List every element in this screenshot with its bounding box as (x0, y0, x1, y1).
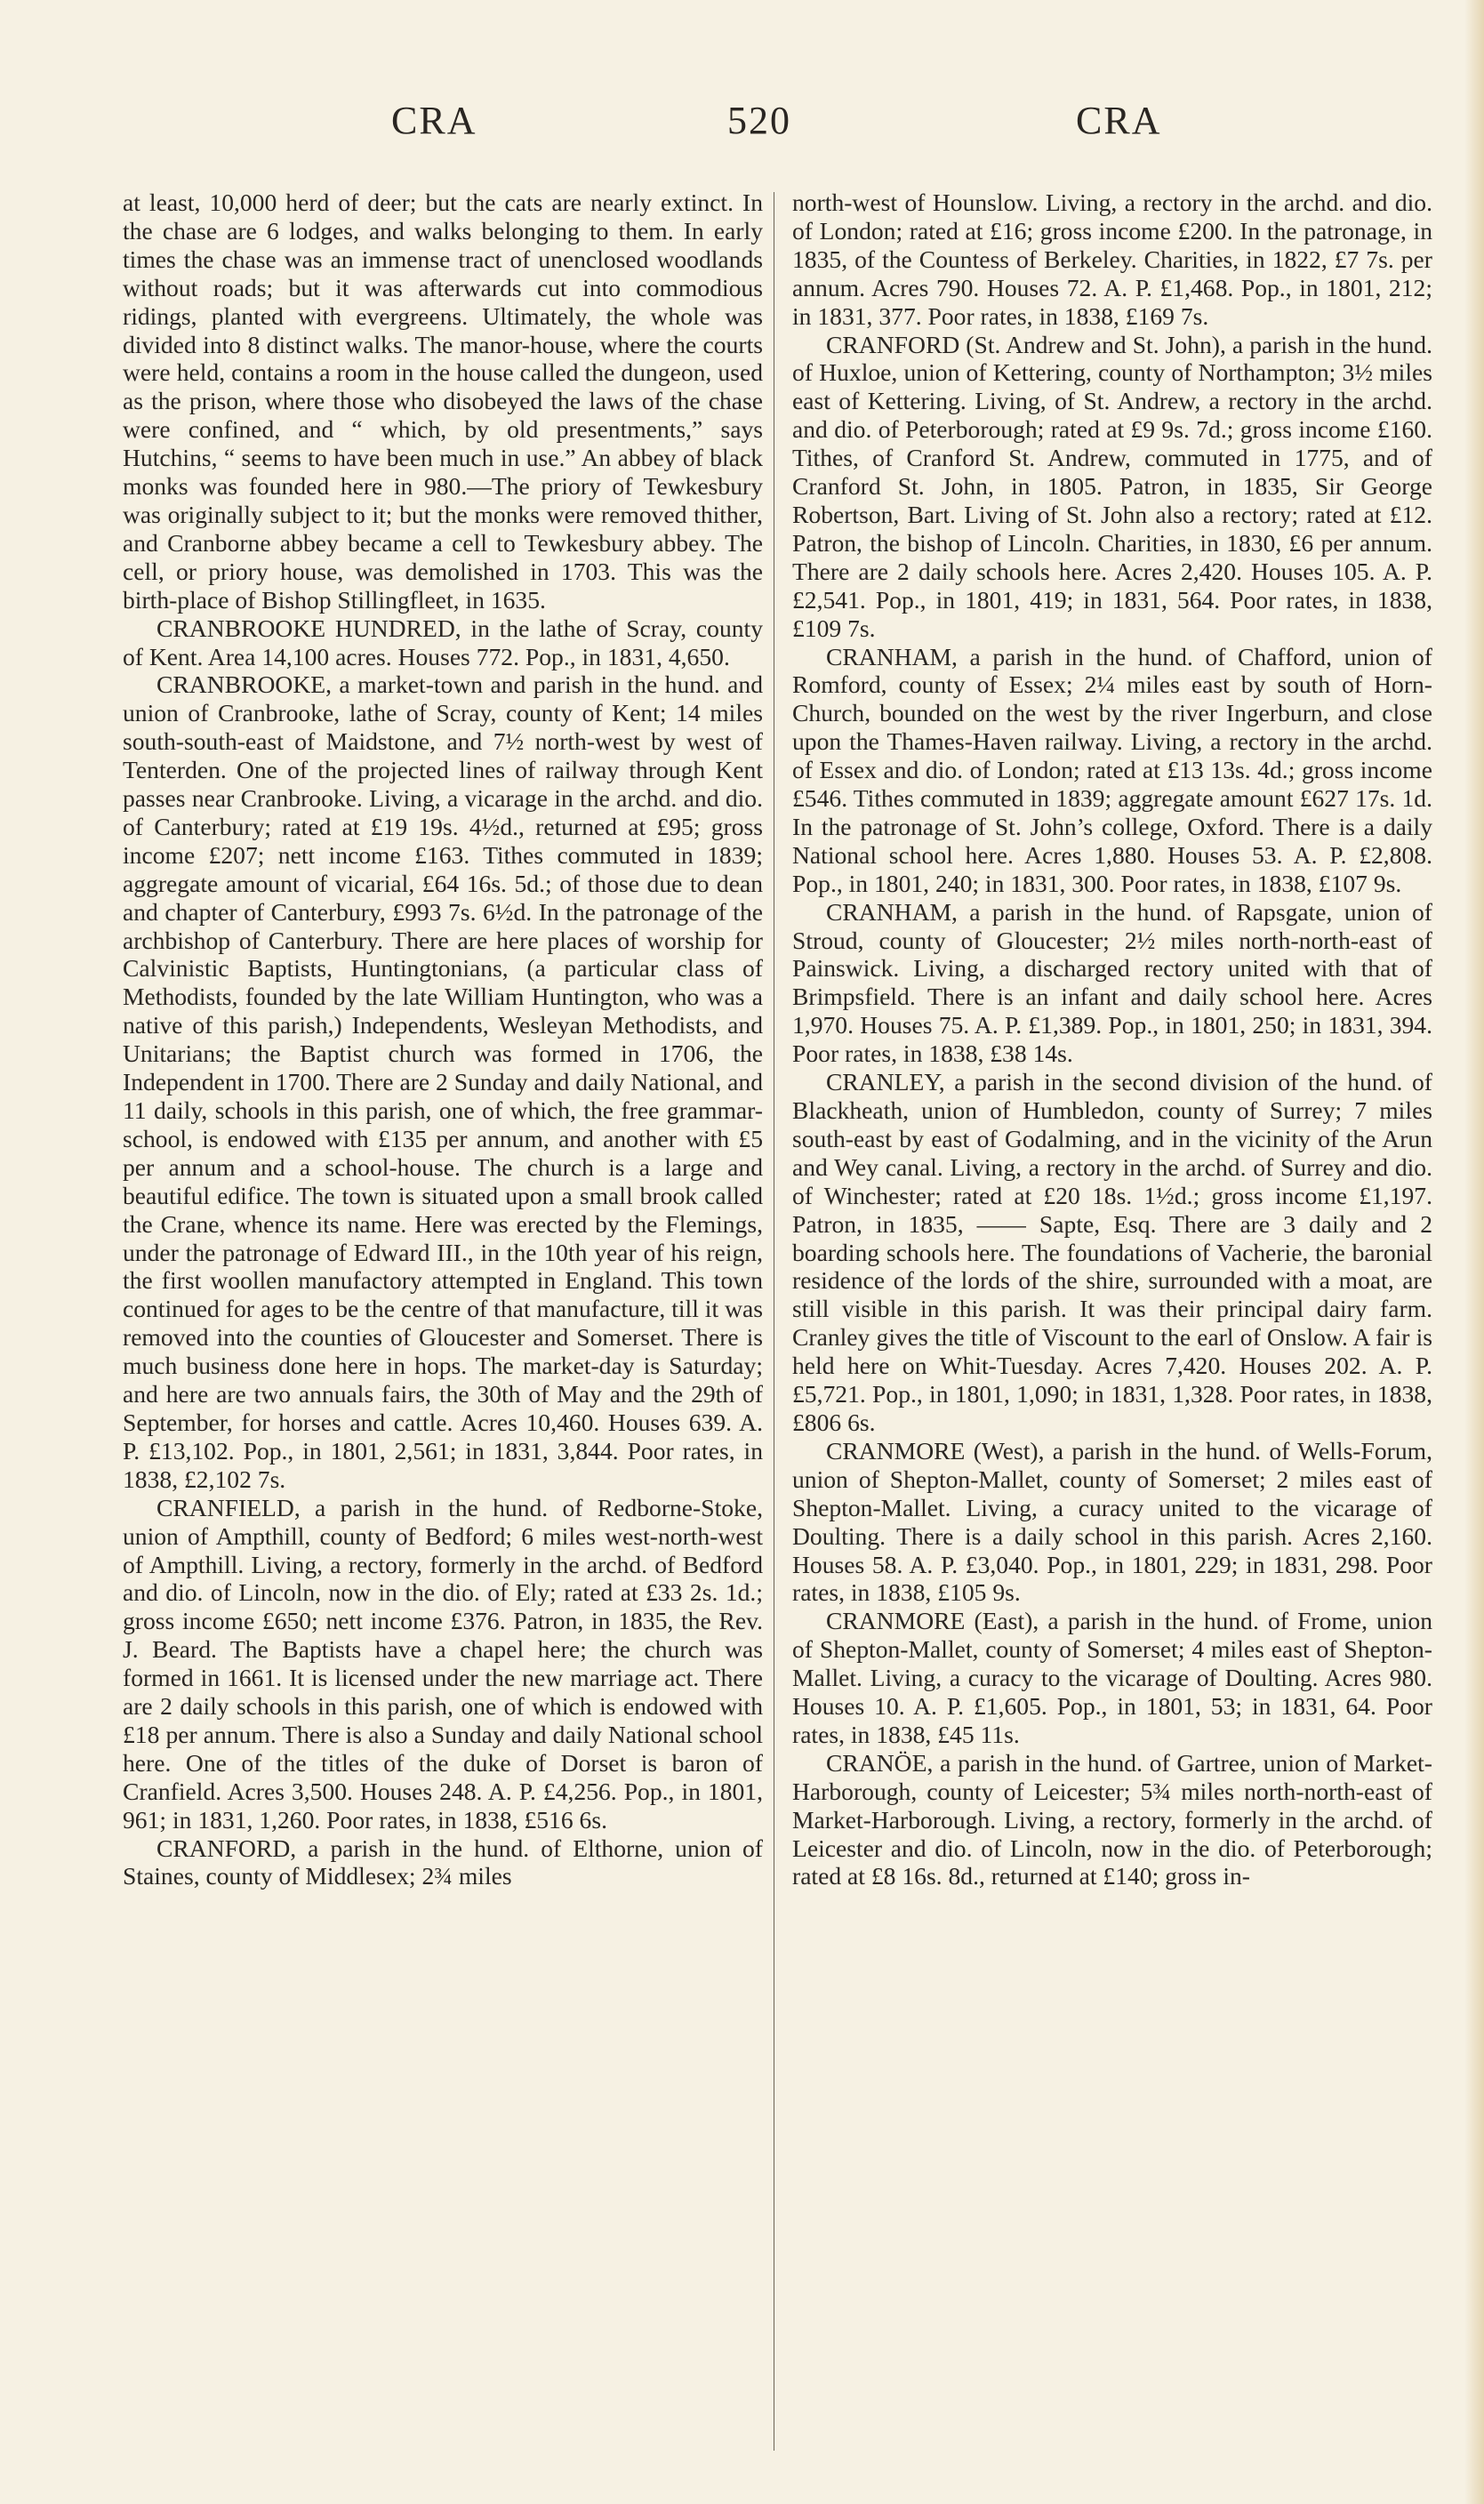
entry-cranham-essex: CRANHAM, a parish in the hund. of Chafford, union of Romford, county of Essex; 2¼ miles east by south of Horn-Church, bounded on the west by the river Ingerburn, and close upon the Thames-Haven railway. Living, a rectory in the archd. of Essex and dio. of London; rated at £13 13s. 4d.; gross income £546. Tithes commuted in 1839; aggregate amount £627 17s. 1d. In the patronage of St. John’s college, Oxford. There is a daily National school here. Acres 1,880. Houses 53. A. P. £2,808. Pop., in 1801, 240; in 1831, 300. Poor rates, in 1838, £107 9s. (792, 642, 1432, 897)
entry-cranbrooke: CRANBROOKE, a market-town and parish in the hund. and union of Cranbrooke, lathe of Scray, county of Kent; 14 miles south-south-east of Maidstone, and 7½ north-west by west of Tenterden. One of the projected lines of railway through Kent passes near Cranbrooke. Living, a vicarage in the archd. and dio. of Canterbury; rated at £19 19s. 4½d., returned at £95; gross income £207; nett income £163. Tithes commuted in 1839; aggregate amount of vicarial, £64 16s. 5d.; of those due to dean and chapter of Canterbury, £993 7s. 6½d. In the patronage of the archbishop of Canterbury. There are here places of worship for Calvinistic Baptists, Huntingtonians, (a particular class of Methodists, founded by the late William Huntington, who was a native of this parish,) Independents, Wesleyan Methodists, and Unitarians; the Baptist church was formed in 1706, the Independent in 1700. There are 2 Sunday and daily National, and 11 daily, schools in this parish, one of which, the free grammar-school, is endowed with £135 per annum, and another with £5 per annum and a school-house. The church is a large and beautiful edifice. The town is situated upon a small brook called the Crane, whence its name. Here was erected by the Flemings, under the patronage of Edward III., in the 10th year of his reign, the first woollen manufactory attempted in England. This town continued for ages to be the centre of that manufacture, till it was removed into the counties of Gloucester and Somerset. There is much business done here in hops. The market-day is Saturday; and here are two annuals fairs, the 30th of May and the 29th of September, for horses and cattle. Acres 10,460. Houses 639. A. P. £13,102. Pop., in 1801, 2,561; in 1831, 3,844. Poor rates, in 1838, £2,102 7s. (123, 670, 763, 1493)
entry-cranbrooke-hundred: CRANBROOKE HUNDRED, in the lathe of Scray, county of Kent. Area 14,100 acres. Houses 772. Pop., in 1831, 4,650. (123, 614, 763, 670)
page-edge-shading (1464, 0, 1484, 2504)
left-column (123, 189, 763, 2465)
continuation-paragraph: north-west of Hounslow. Living, a rectory in the archd. and dio. of London; rated at £16; gross income £200. In the patronage, in 1835, of the Countess of Berkeley. Charities, in 1822, £7 7s. per annum. Acres 790. Houses 72. A. P. £1,468. Pop., in 1801, 212; in 1831, 377. Poor rates, in 1838, £169 7s. (792, 189, 1432, 330)
entry-cranford-middlesex: CRANFORD, a parish in the hund. of Elthorne, union of Staines, county of Middlesex; 2¾ miles (123, 1834, 763, 1890)
continuation-paragraph: at least, 10,000 herd of deer; but the cats are nearly extinct. In the chase are 6 lodges, and walks belonging to them. In early times the chase was an immense tract of unenclosed woodlands without roads; but it was afterwards cut into commodious ridings, planted with evergreens. Ultimately, the whole was divided into 8 distinct walks. The manor-house, where the courts were held, contains a room in the house called the dungeon, used as the prison, where those who disobeyed the laws of the chase were confined, and “ which, by old presentments,” says Hutchins, “ seems to have been much in use.” An abbey of black monks was founded here in 980.—The priory of Tewkesbury was originally subject to it; but the monks were removed thither, and Cranborne abbey became a cell to Tewkesbury abbey. The cell, or priory house, was demolished in 1703. This was the birth-place of Bishop Stillingfleet, in 1635. (123, 189, 763, 614)
page-number: 520 (727, 99, 791, 142)
entry-cranmore-west: CRANMORE (West), a parish in the hund. of Wells-Forum, union of Shepton-Mallet, county of Somerset; 2 miles east of Shepton-Mallet. Living, a curacy united to the vicarage of Doulting. There is a daily school in this parish. Acres 2,160. Houses 58. A. P. £3,040. Pop., in 1801, 229; in 1831, 298. Poor rates, in 1838, £105 9s. (792, 1436, 1432, 1607)
entry-cranford-northampton: CRANFORD (St. Andrew and St. John), a parish in the hund. of Huxloe, union of Kettering, county of Northampton; 3½ miles east of Kettering. Living, of St. Andrew, a rectory in the archd. and dio. of Peterborough; rated at £9 9s. 7d.; gross income £160. Tithes, of Cranford St. Andrew, commuted in 1775, and of Cranford St. John, in 1805. Patron, in 1835, Sir George Robertson, Bart. Living of St. John also a rectory; rated at £12. Patron, the bishop of Lincoln. Charities, in 1830, £6 per annum. There are 2 daily schools here. Acres 2,420. Houses 105. A. P. £2,541. Pop., in 1801, 419; in 1831, 564. Poor rates, in 1838, £109 7s. (792, 330, 1432, 642)
entry-cranoe: CRANÖE, a parish in the hund. of Gartree, union of Market-Harborough, county of Leicester; 5¾ miles north-north-east of Market-Harborough. Living, a rectory, formerly in the archd. of Leicester and dio. of Lincoln, now in the dio. of Peterborough; rated at £8 16s. 8d., returned at £140; gross in- (792, 1748, 1432, 1890)
entry-cranfield: CRANFIELD, a parish in the hund. of Redborne-Stoke, union of Ampthill, county of Bedford; 6 miles west-north-west of Ampthill. Living, a rectory, formerly in the archd. of Bedford and dio. of Lincoln, now in the dio. of Ely; rated at £33 2s. 1d.; gross income £650; nett income £376. Patron, in 1835, the Rev. J. Beard. The Baptists have a chapel here; the church was formed in 1661. It is licensed under the new marriage act. There are 2 daily schools in this parish, one of which is endowed with £18 per annum. There is also a Sunday and daily National school here. One of the titles of the duke of Dorset is baron of Cranfield. Acres 3,500. Houses 248. A. P. £4,256. Pop., in 1801, 961; in 1831, 1,260. Poor rates, in 1838, £516 6s. (123, 1493, 763, 1834)
entry-cranham-gloucester: CRANHAM, a parish in the hund. of Rapsgate, union of Stroud, county of Gloucester; 2½ miles north-north-east of Painswick. Living, a discharged rectory united with that of Brimpsfield. There is an infant and daily school here. Acres 1,970. Houses 75. A. P. £1,389. Pop., in 1801, 250; in 1831, 394. Poor rates, in 1838, £38 14s. (792, 897, 1432, 1068)
header-left-keyword: CRA (391, 99, 477, 142)
right-column (792, 189, 1432, 2465)
header-right-keyword: CRA (1076, 99, 1162, 142)
entry-cranmore-east: CRANMORE (East), a parish in the hund. of Frome, union of Shepton-Mallet, county of Somerset; 4 miles east of Shepton-Mallet. Living, a curacy to the vicarage of Doulting. Acres 980. Houses 10. A. P. £1,605. Pop., in 1801, 53; in 1831, 64. Poor rates, in 1838, £45 11s. (792, 1607, 1432, 1748)
entry-cranley: CRANLEY, a parish in the second division of the hund. of Blackheath, union of Humbledon, county of Surrey; 7 miles south-east by east of Godalming, and in the vicinity of the Arun and Wey canal. Living, a rectory in the archd. of Surrey and dio. of Winchester; rated at £20 18s. 1½d.; gross income £1,197. Patron, in 1835, —— Sapte, Esq. There are 3 daily and 2 boarding schools here. The foundations of Vacherie, the baronial residence of the lords of the shire, surrounded with a moat, are still visible in this parish. It was their principal dairy farm. Cranley gives the title of Viscount to the earl of Onslow. A fair is held here on Whit-Tuesday. Acres 7,420. Houses 202. A. P. £5,721. Pop., in 1801, 1,090; in 1831, 1,328. Poor rates, in 1838, £806 6s. (792, 1068, 1432, 1436)
running-header (0, 98, 1484, 160)
